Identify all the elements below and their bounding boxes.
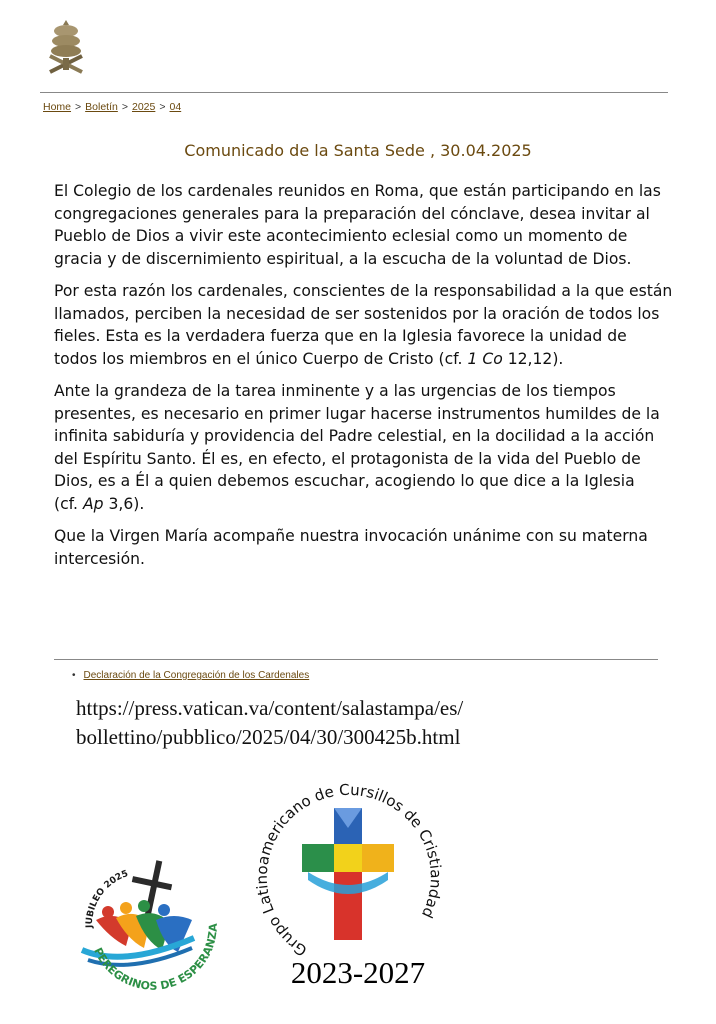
breadcrumb-separator: > bbox=[159, 101, 166, 113]
source-url-text bbox=[76, 694, 636, 752]
breadcrumb bbox=[43, 101, 181, 113]
page-title: Comunicado de la Santa Sede , 30.04.2025 bbox=[184, 141, 532, 160]
breadcrumb-boletin-link[interactable]: Boletín bbox=[85, 101, 118, 113]
breadcrumb-separator: > bbox=[75, 101, 82, 113]
bible-reference-book: 1 Co bbox=[467, 349, 503, 368]
paragraph-2 bbox=[54, 280, 674, 370]
paragraph-2-text: Por esta razón los cardenales, conscientes de la responsabilidad a la que están llamados, perciben la necesidad de ser sostenidos por la oración de todos los fieles. Esta es la verdadera fuerza que en la Iglesia favorece la unidad de todos los miembros en el único Cuerpo de Cristo (cf. bbox=[54, 282, 673, 368]
bible-reference-book: Ap bbox=[82, 494, 104, 513]
jubileo-bottom-text: PEREGRINOS DE ESPERANZA bbox=[91, 923, 220, 993]
jubileo-2025-logo-icon bbox=[74, 850, 224, 1000]
paragraph-1: El Colegio de los cardenales reunidos en Roma, que están participando en las congregaciones generales para la preparación del cónclave, desea invitar al Pueblo de Dios a vivir este acontecimiento eclesial como un momento de gracia y de discernimiento espiritual, a la escucha de la voluntad de Dios. bbox=[54, 182, 661, 268]
breadcrumb-home-link[interactable]: Home bbox=[43, 101, 72, 113]
breadcrumb-separator: > bbox=[121, 101, 128, 113]
breadcrumb-year-link[interactable]: 2025 bbox=[132, 101, 156, 113]
jubileo-top-text: JUBILEO 2025 bbox=[84, 869, 130, 929]
cursillos-logo-icon bbox=[248, 768, 448, 958]
related-links-list bbox=[72, 670, 309, 681]
paragraph-3-text: Ante la grandeza de la tarea inminente y a las urgencias de los tiempos presentes, es necesario en primer lugar hacerse instrumentos humildes de la infinita sabiduría y providencia del Padre celestial, en la docilidad a la acción del Espíritu Santo. Él es, en efecto, el protagonista de la vida del Pueblo de Dios, es a Él a quien debemos escuchar, acogiendo lo que dice a la Iglesia bbox=[54, 382, 660, 490]
source-url-line-2: bollettino/pubblico/2025/04/30/300425b.html bbox=[76, 725, 461, 749]
bible-reference-rest: 12,12). bbox=[502, 349, 564, 368]
paragraph-4: Que la Virgen María acompañe nuestra invocación unánime con su materna intercesión. bbox=[54, 527, 648, 568]
source-url-line-1: https://press.vatican.va/content/salastampa/es/ bbox=[76, 696, 464, 720]
bible-reference-rest: 3,6). bbox=[103, 494, 145, 513]
bible-reference-prefix: (cf. bbox=[54, 494, 83, 513]
cursillos-ring-text: Grupo Latinoamericano de Cursillos de Cristiandad bbox=[252, 780, 445, 958]
years-label: 2023-2027 bbox=[290, 955, 426, 990]
list-item bbox=[72, 670, 309, 681]
paragraph-3 bbox=[54, 380, 674, 515]
header-divider bbox=[40, 92, 668, 93]
declaracion-link[interactable]: Declaración de la Congregación de los Cardenales bbox=[83, 670, 310, 681]
article-body bbox=[54, 180, 674, 580]
papal-coat-of-arms-icon[interactable] bbox=[40, 16, 92, 78]
content-divider bbox=[54, 659, 658, 660]
breadcrumb-month-link[interactable]: 04 bbox=[169, 101, 182, 113]
